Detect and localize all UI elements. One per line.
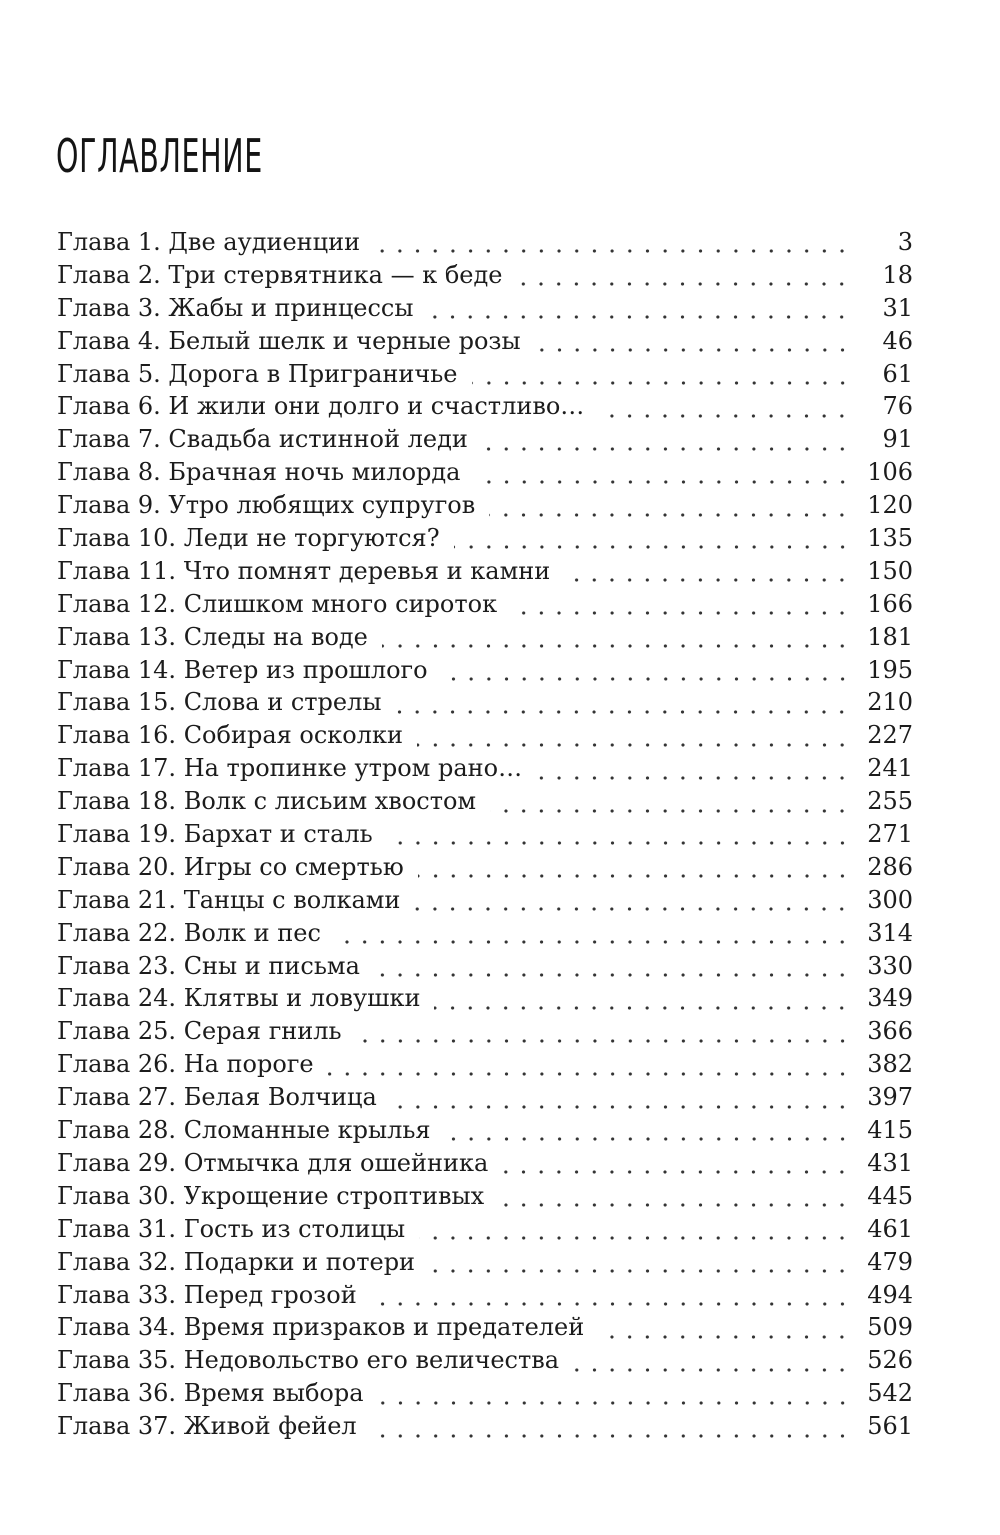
chapter-title: Глава 36. Время выбора [57, 1379, 364, 1408]
toc-entry [57, 325, 913, 358]
toc-entry [57, 456, 913, 489]
dot-leader [598, 414, 851, 418]
chapter-title: Глава 22. Волк и пес [57, 918, 321, 947]
page-number: 561 [867, 1412, 913, 1441]
page-number: 382 [867, 1050, 913, 1079]
toc-entry [57, 851, 913, 884]
chapter-title: Глава 18. Волк с лисьим хвостом [57, 787, 477, 816]
dot-leader [427, 315, 851, 319]
toc-entry [57, 522, 913, 555]
page-number: 91 [882, 425, 913, 454]
dot-leader [482, 447, 851, 451]
page-number: 300 [867, 885, 913, 914]
dot-leader [328, 1072, 851, 1076]
toc-entry [57, 884, 913, 917]
toc-entry [57, 1015, 913, 1048]
page-number: 314 [867, 918, 913, 947]
toc-entry [57, 489, 913, 522]
page-number: 181 [867, 622, 913, 651]
toc-entry [57, 1377, 913, 1410]
page-number: 46 [882, 326, 913, 355]
chapter-title: Глава 24. Клятвы и ловушки [57, 984, 421, 1013]
toc-entry [57, 1410, 913, 1443]
page-number: 120 [867, 491, 913, 520]
chapter-title: Глава 20. Игры со смертью [57, 852, 404, 881]
chapter-title: Глава 37. Живой фейел [57, 1412, 357, 1441]
page-number: 431 [867, 1148, 913, 1177]
page-number: 397 [867, 1083, 913, 1112]
toc-entry [57, 259, 913, 292]
page-number: 509 [867, 1313, 913, 1342]
chapter-title: Глава 28. Сломанные крылья [57, 1116, 431, 1145]
page-number: 366 [867, 1017, 913, 1046]
page-number: 271 [867, 820, 913, 849]
page-number: 61 [882, 359, 913, 388]
toc-entry [57, 588, 913, 621]
dot-leader [414, 907, 851, 911]
toc-entry [57, 1311, 913, 1344]
toc-entry [57, 982, 913, 1015]
dot-leader [434, 1006, 851, 1010]
chapter-title: Глава 5. Дорога в Приграничье [57, 359, 458, 388]
toc-entry [57, 1147, 913, 1180]
chapter-title: Глава 1. Две аудиенции [57, 228, 361, 256]
toc-entry [57, 1344, 913, 1377]
dot-leader [445, 1137, 851, 1141]
page-number: 461 [867, 1214, 913, 1243]
dot-leader [356, 1039, 851, 1043]
dot-leader [374, 249, 851, 253]
chapter-title: Глава 27. Белая Волчица [57, 1083, 377, 1112]
dot-leader [490, 809, 851, 813]
page-number: 286 [867, 852, 913, 881]
page-number: 526 [867, 1346, 913, 1375]
page-title: ОГЛАВЛЕНИЕ [56, 129, 263, 183]
chapter-title: Глава 7. Свадьба истинной леди [57, 425, 468, 454]
chapter-title: Глава 21. Танцы с волками [57, 885, 401, 914]
dot-leader [516, 282, 851, 286]
chapter-title: Глава 11. Что помнят деревья и камни [57, 556, 551, 585]
page-number: 415 [867, 1116, 913, 1145]
dot-leader [387, 841, 851, 845]
page-number: 150 [867, 556, 913, 585]
toc-entry [57, 1279, 913, 1312]
chapter-title: Глава 33. Перед грозой [57, 1280, 357, 1309]
dot-leader [598, 1335, 851, 1339]
toc-entry [57, 950, 913, 983]
toc-entry [57, 555, 913, 588]
chapter-title: Глава 2. Три стервятника — к беде [57, 260, 503, 289]
chapter-title: Глава 10. Леди не торгуются? [57, 524, 440, 553]
dot-leader [371, 1434, 851, 1438]
chapter-title: Глава 23. Сны и письма [57, 951, 360, 980]
toc-entry [57, 621, 913, 654]
dot-leader [472, 381, 851, 385]
dot-leader [536, 776, 851, 780]
chapter-title: Глава 14. Ветер из прошлого [57, 655, 428, 684]
chapter-title: Глава 26. На пороге [57, 1050, 314, 1079]
toc-entry [57, 686, 913, 719]
dot-leader [335, 940, 851, 944]
toc-entry [57, 654, 913, 687]
dot-leader [573, 1368, 851, 1372]
page-number: 210 [867, 688, 913, 717]
table-of-contents [57, 226, 913, 1443]
toc-entry [57, 917, 913, 950]
toc-entry [57, 1048, 913, 1081]
dot-leader [498, 1203, 851, 1207]
toc-entry [57, 1246, 913, 1279]
dot-leader [371, 1302, 851, 1306]
chapter-title: Глава 8. Брачная ночь милорда [57, 458, 461, 487]
dot-leader [535, 348, 851, 352]
chapter-title: Глава 9. Утро любящих супругов [57, 491, 476, 520]
chapter-title: Глава 31. Гость из столицы [57, 1214, 406, 1243]
dot-leader [395, 710, 851, 714]
toc-entry [57, 785, 913, 818]
dot-leader [564, 578, 851, 582]
toc-entry [57, 358, 913, 391]
page-number: 3 [897, 228, 913, 256]
page-number: 255 [867, 787, 913, 816]
page-number: 349 [867, 984, 913, 1013]
toc-entry [57, 292, 913, 325]
dot-leader [475, 480, 852, 484]
dot-leader [374, 973, 851, 977]
dot-leader [418, 874, 851, 878]
chapter-title: Глава 34. Время призраков и предателей [57, 1313, 585, 1342]
dot-leader [417, 743, 851, 747]
page-number: 330 [867, 951, 913, 980]
dot-leader [489, 513, 851, 517]
page-number: 31 [882, 293, 913, 322]
page-number: 241 [867, 754, 913, 783]
dot-leader [419, 1236, 851, 1240]
toc-entry [57, 1114, 913, 1147]
page-number: 195 [867, 655, 913, 684]
chapter-title: Глава 19. Бархат и сталь [57, 820, 373, 849]
chapter-title: Глава 32. Подарки и потери [57, 1247, 416, 1276]
dot-leader [378, 1401, 851, 1405]
toc-entry [57, 423, 913, 456]
toc-entry [57, 1081, 913, 1114]
chapter-title: Глава 13. Следы на воде [57, 622, 368, 651]
page-number: 166 [867, 589, 913, 618]
chapter-title: Глава 3. Жабы и принцессы [57, 293, 414, 322]
chapter-title: Глава 16. Собирая осколки [57, 721, 403, 750]
toc-entry [57, 1180, 913, 1213]
page-number: 18 [882, 260, 913, 289]
dot-leader [454, 545, 851, 549]
chapter-title: Глава 29. Отмычка для ошейника [57, 1148, 489, 1177]
toc-entry [57, 752, 913, 785]
page-number: 479 [867, 1247, 913, 1276]
chapter-title: Глава 6. И жили они долго и счастливо… [57, 392, 585, 421]
toc-entry [57, 390, 913, 423]
dot-leader [442, 677, 851, 681]
page-number: 135 [867, 524, 913, 553]
dot-leader [502, 1170, 851, 1174]
toc-entry [57, 818, 913, 851]
page-number: 542 [867, 1379, 913, 1408]
chapter-title: Глава 30. Укрощение строптивых [57, 1181, 485, 1210]
dot-leader [382, 644, 851, 648]
dot-leader [511, 611, 851, 615]
dot-leader [429, 1269, 851, 1273]
page-number: 106 [867, 458, 913, 487]
page-number: 494 [867, 1280, 913, 1309]
page-number: 227 [867, 721, 913, 750]
chapter-title: Глава 12. Слишком много сироток [57, 589, 498, 618]
toc-entry [57, 719, 913, 752]
dot-leader [391, 1105, 851, 1109]
chapter-title: Глава 35. Недовольство его величества [57, 1346, 560, 1375]
chapter-title: Глава 4. Белый шелк и черные розы [57, 326, 521, 355]
chapter-title: Глава 15. Слова и стрелы [57, 688, 382, 717]
page-number: 76 [882, 392, 913, 421]
page-number: 445 [867, 1181, 913, 1210]
chapter-title: Глава 17. На тропинке утром рано… [57, 754, 523, 783]
chapter-title: Глава 25. Серая гниль [57, 1017, 342, 1046]
toc-entry [57, 1213, 913, 1246]
toc-entry [57, 226, 913, 259]
